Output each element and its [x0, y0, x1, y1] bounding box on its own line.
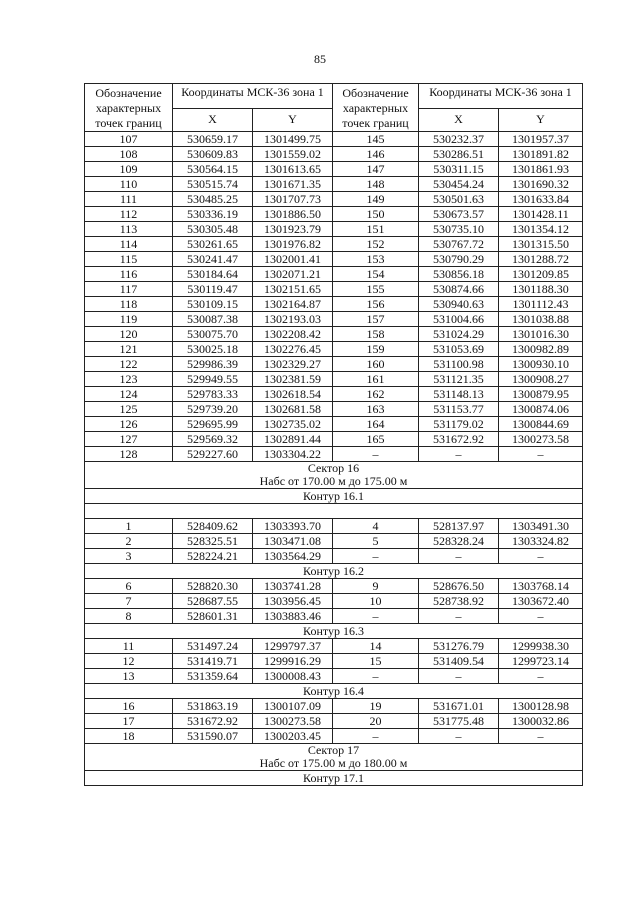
table-body: [85, 132, 583, 786]
table-cell: 148: [333, 177, 419, 192]
table-cell: 11: [85, 639, 173, 654]
table-row: [85, 447, 583, 462]
table-cell: 1300982.89: [499, 342, 583, 357]
table-cell: 108: [85, 147, 173, 162]
table-row: [85, 252, 583, 267]
table-cell: 1301016.30: [499, 327, 583, 342]
table-cell: 531409.54: [419, 654, 499, 669]
table-cell: 18: [85, 729, 173, 744]
table-cell: 530767.72: [419, 237, 499, 252]
table-cell: –: [333, 549, 419, 564]
coord-header-left: Координаты МСК-36 зона 1: [173, 84, 333, 109]
sector-17-header-title: Сектор 17: [307, 743, 360, 757]
table-cell: 1301188.30: [499, 282, 583, 297]
point-header-left: Обозначение характерных точек границ: [85, 84, 173, 132]
table-cell: 1302329.27: [253, 357, 333, 372]
table-cell: 6: [85, 579, 173, 594]
coord-header-right: Координаты МСК-36 зона 1: [419, 84, 583, 109]
table-cell: 531148.13: [419, 387, 499, 402]
table-row: [85, 654, 583, 669]
table-cell: 123: [85, 372, 173, 387]
table-row: [85, 417, 583, 432]
table-cell: 1300107.09: [253, 699, 333, 714]
table-cell: –: [419, 669, 499, 684]
table-cell: 1300273.58: [499, 432, 583, 447]
table-cell: 1299916.29: [253, 654, 333, 669]
table-cell: 531100.98: [419, 357, 499, 372]
table-cell: 111: [85, 192, 173, 207]
table-cell: 1302735.02: [253, 417, 333, 432]
page-number: 85: [314, 52, 326, 66]
spacer-row: [85, 504, 583, 519]
table-row: [85, 729, 583, 744]
table-cell: 120: [85, 327, 173, 342]
table-cell: 156: [333, 297, 419, 312]
table-cell: 165: [333, 432, 419, 447]
table-cell: 1301038.88: [499, 312, 583, 327]
table-cell: 531024.29: [419, 327, 499, 342]
table-cell: 1300930.10: [499, 357, 583, 372]
table-cell: 126: [85, 417, 173, 432]
table-cell: 8: [85, 609, 173, 624]
table-cell: 1: [85, 519, 173, 534]
table-cell: 128: [85, 447, 173, 462]
table-row: [85, 192, 583, 207]
table-cell: 530075.70: [173, 327, 253, 342]
table-cell: –: [333, 729, 419, 744]
table-cell: 531863.19: [173, 699, 253, 714]
contour-title: Контур 16.3: [85, 624, 583, 639]
table-cell: 1302208.42: [253, 327, 333, 342]
table-cell: 147: [333, 162, 419, 177]
table-cell: 530184.64: [173, 267, 253, 282]
table-cell: 112: [85, 207, 173, 222]
table-cell: 1303768.14: [499, 579, 583, 594]
table-cell: 530241.47: [173, 252, 253, 267]
table-cell: 529986.39: [173, 357, 253, 372]
table-cell: 1299797.37: [253, 639, 333, 654]
table-row: [85, 639, 583, 654]
table-row: [85, 432, 583, 447]
table-row: [85, 267, 583, 282]
table-cell: 530485.25: [173, 192, 253, 207]
table-cell: 1303741.28: [253, 579, 333, 594]
table-cell: 1301613.65: [253, 162, 333, 177]
table-cell: 1301886.50: [253, 207, 333, 222]
table-cell: 19: [333, 699, 419, 714]
table-cell: 531153.77: [419, 402, 499, 417]
spacer-cell: [85, 504, 583, 519]
table-cell: 17: [85, 714, 173, 729]
sector-17-header-range: Набс от 175.00 м до 180.00 м: [259, 756, 408, 770]
table-row: [85, 357, 583, 372]
contour-title-row: [85, 564, 583, 579]
table-cell: 531121.35: [419, 372, 499, 387]
table-cell: 9: [333, 579, 419, 594]
y-header-right: Y: [499, 108, 583, 131]
table-cell: 1302071.21: [253, 267, 333, 282]
table-cell: 122: [85, 357, 173, 372]
table-cell: 1300844.69: [499, 417, 583, 432]
table-cell: 2: [85, 534, 173, 549]
sector-17-header-row: [85, 744, 583, 771]
table-cell: 1300008.43: [253, 669, 333, 684]
table-cell: 3: [85, 549, 173, 564]
table-cell: 1300879.95: [499, 387, 583, 402]
table-cell: 160: [333, 357, 419, 372]
table-cell: 1300203.45: [253, 729, 333, 744]
table-cell: –: [499, 729, 583, 744]
table-cell: 530336.19: [173, 207, 253, 222]
table-cell: 530609.83: [173, 147, 253, 162]
table-cell: 530261.65: [173, 237, 253, 252]
table-cell: –: [499, 609, 583, 624]
table-cell: 1302276.45: [253, 342, 333, 357]
table-cell: 1301923.79: [253, 222, 333, 237]
table-cell: 528676.50: [419, 579, 499, 594]
table-cell: 20: [333, 714, 419, 729]
table-cell: 530025.18: [173, 342, 253, 357]
contour-title: Контур 16.1: [85, 489, 583, 504]
table-cell: 528224.21: [173, 549, 253, 564]
contour-title: Контур 17.1: [85, 771, 583, 786]
table-cell: 530087.38: [173, 312, 253, 327]
contour-title-row: [85, 489, 583, 504]
table-cell: 145: [333, 132, 419, 147]
table-cell: 1300032.86: [499, 714, 583, 729]
table-cell: 1301861.93: [499, 162, 583, 177]
table-cell: 10: [333, 594, 419, 609]
table-row: [85, 282, 583, 297]
table-cell: 530305.48: [173, 222, 253, 237]
table-cell: 530564.15: [173, 162, 253, 177]
table-cell: 528328.24: [419, 534, 499, 549]
table-cell: 530232.37: [419, 132, 499, 147]
table-cell: 528601.31: [173, 609, 253, 624]
table-cell: 1302151.65: [253, 282, 333, 297]
table-cell: 1300908.27: [499, 372, 583, 387]
table-cell: 530501.63: [419, 192, 499, 207]
table-cell: 1301428.11: [499, 207, 583, 222]
table-cell: 531179.02: [419, 417, 499, 432]
table-row: [85, 579, 583, 594]
table-cell: 531004.66: [419, 312, 499, 327]
table-cell: 528409.62: [173, 519, 253, 534]
table-row: [85, 177, 583, 192]
table-row: [85, 222, 583, 237]
table-cell: 1302164.87: [253, 297, 333, 312]
table-row: [85, 207, 583, 222]
table-cell: –: [419, 549, 499, 564]
table-cell: –: [333, 609, 419, 624]
table-cell: 528325.51: [173, 534, 253, 549]
table-cell: 1303564.29: [253, 549, 333, 564]
point-header-right: Обозначение характерных точек границ: [333, 84, 419, 132]
table-cell: 1301891.82: [499, 147, 583, 162]
table-cell: 107: [85, 132, 173, 147]
table-cell: 1301671.35: [253, 177, 333, 192]
table-cell: 157: [333, 312, 419, 327]
table-cell: 116: [85, 267, 173, 282]
table-cell: 159: [333, 342, 419, 357]
table-cell: 1303672.40: [499, 594, 583, 609]
table-cell: 1301112.43: [499, 297, 583, 312]
contour-title-row: [85, 624, 583, 639]
table-cell: 15: [333, 654, 419, 669]
table-cell: 529569.32: [173, 432, 253, 447]
table-cell: –: [499, 447, 583, 462]
x-header-right: X: [419, 108, 499, 131]
table-cell: 1303883.46: [253, 609, 333, 624]
x-header-left: X: [173, 108, 253, 131]
table-cell: 530659.17: [173, 132, 253, 147]
table-cell: 163: [333, 402, 419, 417]
table-cell: 161: [333, 372, 419, 387]
table-cell: 1301209.85: [499, 267, 583, 282]
table-cell: 154: [333, 267, 419, 282]
table-cell: 115: [85, 252, 173, 267]
table-cell: 1303471.08: [253, 534, 333, 549]
table-row: [85, 237, 583, 252]
table-cell: –: [499, 549, 583, 564]
table-cell: 531359.64: [173, 669, 253, 684]
table-cell: –: [333, 669, 419, 684]
table-cell: –: [419, 729, 499, 744]
contour-title: Контур 16.4: [85, 684, 583, 699]
table-row: [85, 147, 583, 162]
table-cell: 1301288.72: [499, 252, 583, 267]
table-cell: 1300128.98: [499, 699, 583, 714]
table-row: [85, 699, 583, 714]
table-cell: 1303393.70: [253, 519, 333, 534]
table-cell: 1301707.73: [253, 192, 333, 207]
table-cell: 530454.24: [419, 177, 499, 192]
table-cell: 1302618.54: [253, 387, 333, 402]
table-cell: 150: [333, 207, 419, 222]
sector-16-header-range: Набс от 170.00 м до 175.00 м: [259, 474, 408, 488]
table-cell: 152: [333, 237, 419, 252]
table-cell: 530311.15: [419, 162, 499, 177]
table-cell: 531497.24: [173, 639, 253, 654]
table-cell: 531590.07: [173, 729, 253, 744]
table-cell: 5: [333, 534, 419, 549]
table-header: [85, 84, 583, 132]
table-row: [85, 402, 583, 417]
table-cell: 530673.57: [419, 207, 499, 222]
table-cell: –: [419, 609, 499, 624]
contour-title-row: [85, 771, 583, 786]
table-cell: –: [499, 669, 583, 684]
table-cell: 121: [85, 342, 173, 357]
table-cell: 153: [333, 252, 419, 267]
table-cell: 530735.10: [419, 222, 499, 237]
table-cell: 531053.69: [419, 342, 499, 357]
table-cell: 531672.92: [419, 432, 499, 447]
table-cell: 1303491.30: [499, 519, 583, 534]
table-cell: –: [333, 447, 419, 462]
contour-title-row: [85, 684, 583, 699]
table-cell: 1301976.82: [253, 237, 333, 252]
table-cell: 158: [333, 327, 419, 342]
table-cell: 117: [85, 282, 173, 297]
table-cell: 530790.29: [419, 252, 499, 267]
table-cell: 110: [85, 177, 173, 192]
table-cell: 114: [85, 237, 173, 252]
contour-title: Контур 16.2: [85, 564, 583, 579]
coordinates-table: [84, 83, 583, 786]
table-row: [85, 342, 583, 357]
table-cell: 531775.48: [419, 714, 499, 729]
table-cell: 16: [85, 699, 173, 714]
table-cell: 124: [85, 387, 173, 402]
table-cell: 7: [85, 594, 173, 609]
table-cell: 1302193.03: [253, 312, 333, 327]
table-cell: 1301633.84: [499, 192, 583, 207]
table-row: [85, 297, 583, 312]
table-cell: 531419.71: [173, 654, 253, 669]
table-row: [85, 714, 583, 729]
table-row: [85, 312, 583, 327]
table-cell: 118: [85, 297, 173, 312]
table-cell: 530119.47: [173, 282, 253, 297]
table-cell: 1301559.02: [253, 147, 333, 162]
table-cell: 151: [333, 222, 419, 237]
table-cell: 529949.55: [173, 372, 253, 387]
table-cell: 530856.18: [419, 267, 499, 282]
table-row: [85, 387, 583, 402]
table-cell: 12: [85, 654, 173, 669]
table-cell: 162: [333, 387, 419, 402]
table-cell: 1302681.58: [253, 402, 333, 417]
table-cell: 1302001.41: [253, 252, 333, 267]
sector-17-header: [85, 744, 583, 771]
table-row: [85, 132, 583, 147]
table-cell: 1301354.12: [499, 222, 583, 237]
sector-16-header-row: [85, 462, 583, 489]
table-cell: 127: [85, 432, 173, 447]
table-cell: 530940.63: [419, 297, 499, 312]
table-cell: 529783.33: [173, 387, 253, 402]
table-cell: 528738.92: [419, 594, 499, 609]
table-cell: 1302891.44: [253, 432, 333, 447]
table-cell: 1303324.82: [499, 534, 583, 549]
table-cell: 528820.30: [173, 579, 253, 594]
table-cell: 530515.74: [173, 177, 253, 192]
table-row: [85, 549, 583, 564]
table-cell: 14: [333, 639, 419, 654]
sector-16-header: [85, 462, 583, 489]
table-cell: 113: [85, 222, 173, 237]
table-cell: 531671.01: [419, 699, 499, 714]
table-cell: 155: [333, 282, 419, 297]
table-cell: 1303956.45: [253, 594, 333, 609]
table-row: [85, 534, 583, 549]
table-cell: 529739.20: [173, 402, 253, 417]
table-cell: 1299723.14: [499, 654, 583, 669]
table-cell: 146: [333, 147, 419, 162]
table-cell: 1301499.75: [253, 132, 333, 147]
table-cell: 531276.79: [419, 639, 499, 654]
table-cell: 528137.97: [419, 519, 499, 534]
table-cell: 109: [85, 162, 173, 177]
table-cell: 119: [85, 312, 173, 327]
table-row: [85, 372, 583, 387]
table-cell: –: [419, 447, 499, 462]
table-cell: 1299938.30: [499, 639, 583, 654]
table-row: [85, 594, 583, 609]
table-cell: 1302381.59: [253, 372, 333, 387]
table-row: [85, 609, 583, 624]
sector-16-header-title: Сектор 16: [307, 461, 360, 475]
table-cell: 529695.99: [173, 417, 253, 432]
table-cell: 125: [85, 402, 173, 417]
table-row: [85, 162, 583, 177]
table-cell: 4: [333, 519, 419, 534]
table-cell: 1300273.58: [253, 714, 333, 729]
table-cell: 1301690.32: [499, 177, 583, 192]
table-cell: 531672.92: [173, 714, 253, 729]
table-row: [85, 327, 583, 342]
table-cell: 1301957.37: [499, 132, 583, 147]
table-row: [85, 519, 583, 534]
table-cell: 530286.51: [419, 147, 499, 162]
table-row: [85, 669, 583, 684]
table-cell: 529227.60: [173, 447, 253, 462]
table-cell: 528687.55: [173, 594, 253, 609]
table-cell: 1303304.22: [253, 447, 333, 462]
table-cell: 13: [85, 669, 173, 684]
table-cell: 530109.15: [173, 297, 253, 312]
table-cell: 530874.66: [419, 282, 499, 297]
table-cell: 1301315.50: [499, 237, 583, 252]
table-cell: 1300874.06: [499, 402, 583, 417]
table-cell: 164: [333, 417, 419, 432]
y-header-left: Y: [253, 108, 333, 131]
table-cell: 149: [333, 192, 419, 207]
